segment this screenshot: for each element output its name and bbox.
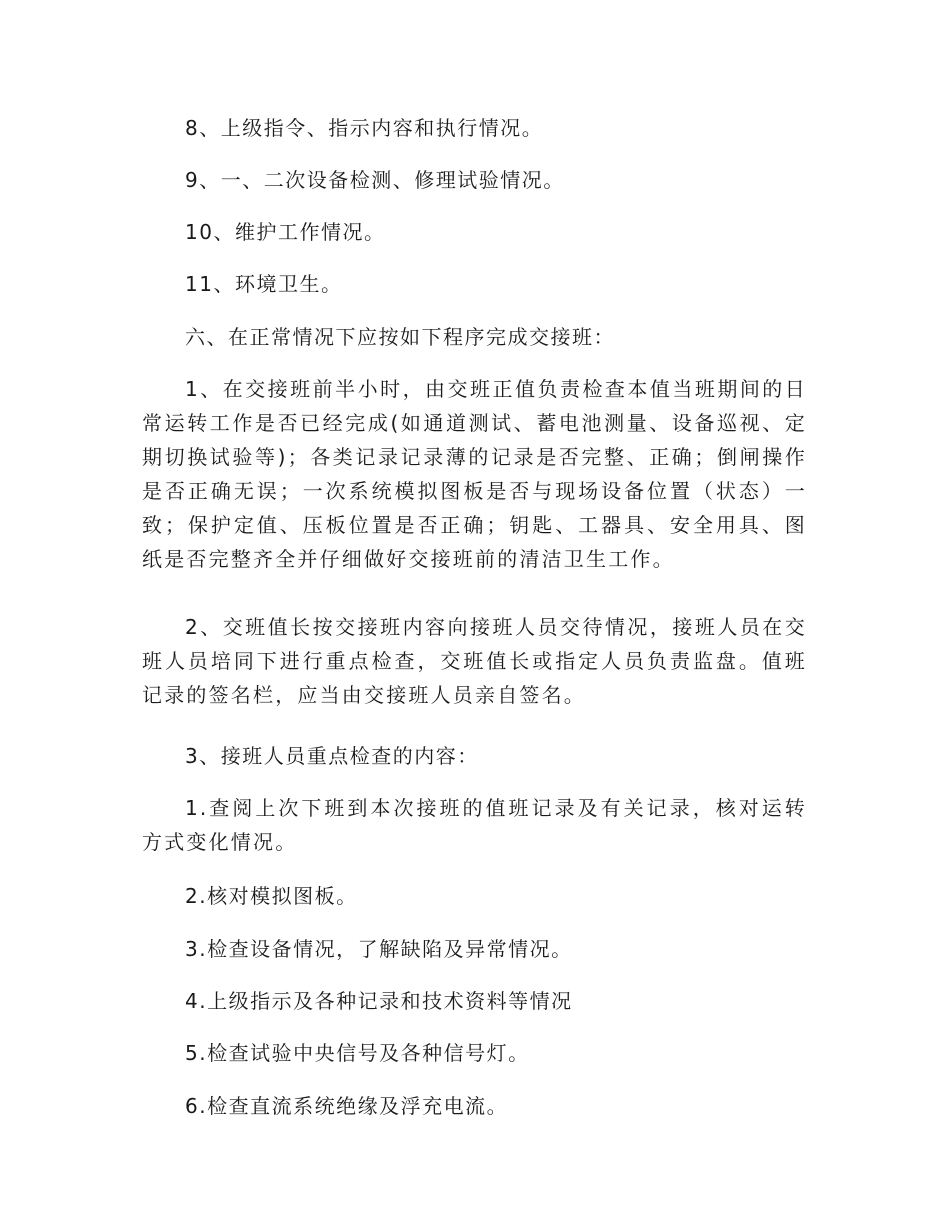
check-item-6: 6.检查直流系统绝缘及浮充电流。: [185, 1094, 509, 1118]
paragraph-item-10: 10、维护工作情况。: [185, 220, 386, 244]
check-item-3: 3.检查设备情况，了解缺陷及异常情况。: [185, 937, 573, 961]
paragraph-item-8: 8、上级指令、指示内容和执行情况。: [185, 116, 544, 140]
paragraph-handover-prep: 1、在交接班前半小时，由交班正值负责检查本值当班期间的日常运转工作是否已经完成(如通道测试、蓄电池测量、设备巡视、定期切换试验等)；各类记录记录薄的记录是否完整、正确；倒闸操作是否正确无误；一次系统模拟图板是否与现场设备位置（状态）一致；保护定值、压板位置是否正确；钥匙、工器具、安全用具、图纸是否完整齐全并仔细做好交接班前的清洁卫生工作。: [142, 377, 807, 571]
paragraph-item-9: 9、一、二次设备检测、修理试验情况。: [185, 168, 565, 192]
check-item-5: 5.检查试验中央信号及各种信号灯。: [185, 1041, 530, 1065]
paragraph-check-contents-heading: 3、接班人员重点检查的内容：: [185, 744, 479, 768]
section-heading-six: 六、在正常情况下应按如下程序完成交接班：: [185, 325, 615, 349]
check-item-2: 2.核对模拟图板。: [185, 884, 358, 908]
check-item-1: 1.查阅上次下班到本次接班的值班记录及有关记录，核对运转方式变化情况。: [142, 796, 807, 854]
check-item-4: 4.上级指示及各种记录和技术资料等情况: [185, 989, 573, 1013]
paragraph-handover-procedure: 2、交班值长按交接班内容向接班人员交待情况，接班人员在交班人员培同下进行重点检查，交班值长或指定人员负责监盘。值班记录的签名栏，应当由交接班人员亲自签名。: [142, 615, 807, 707]
paragraph-item-11: 11、环境卫生。: [185, 272, 343, 296]
